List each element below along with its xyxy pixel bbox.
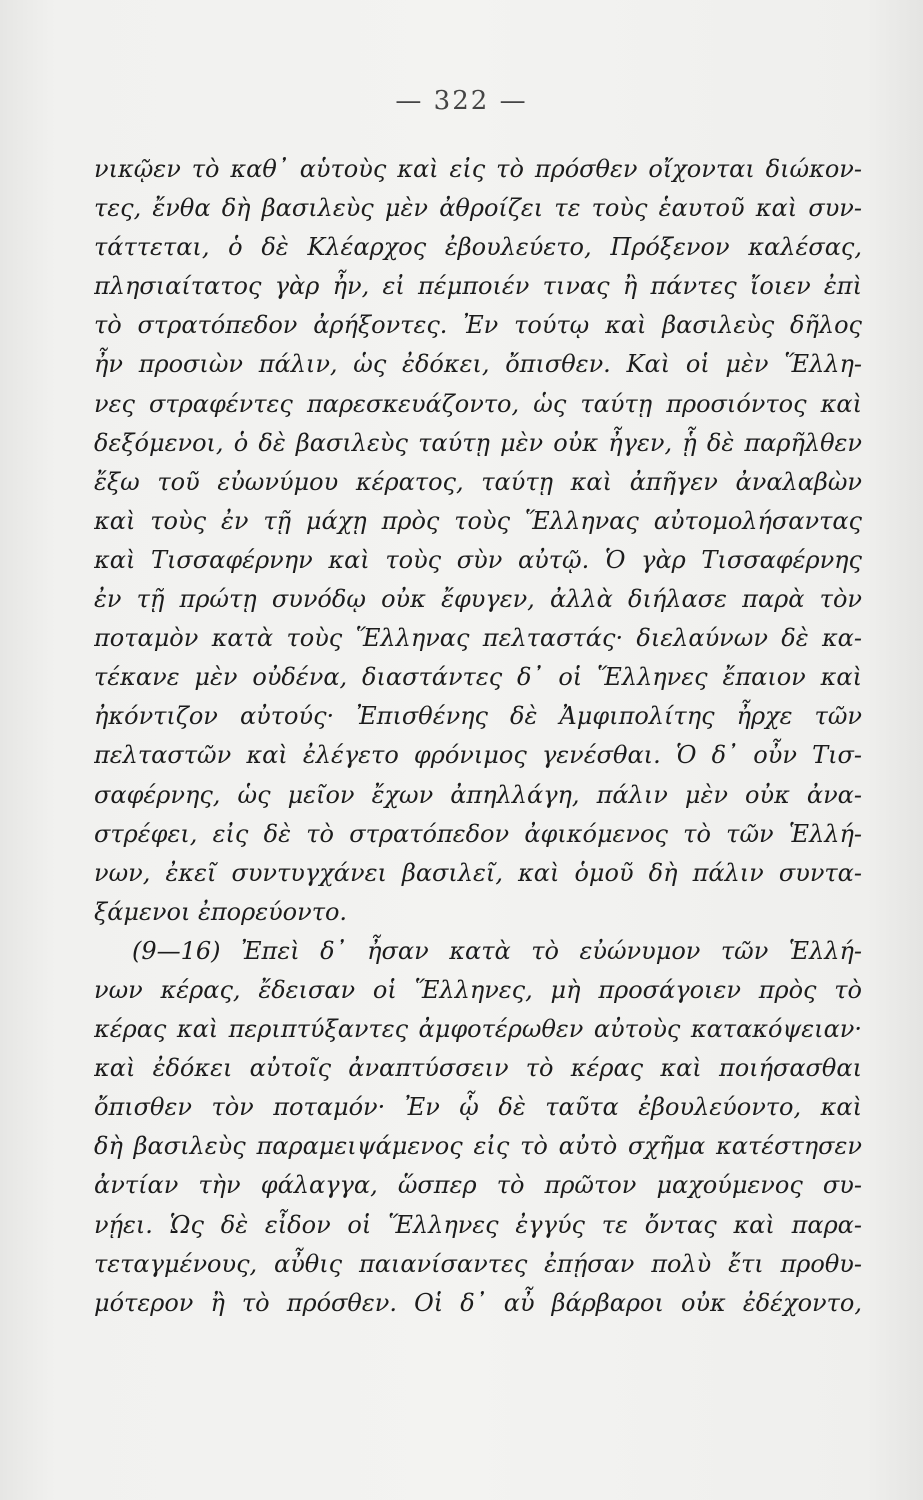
text-line: δὴ βασιλεὺς παραμειψάμενος εἰς τὸ αὐτὸ σχῆμα κατέστησεν [94, 1132, 862, 1161]
text-line: τεταγμένους, αὖθις παιανίσαντες ἐπῄσαν πολὺ ἔτι προθυ- [94, 1249, 862, 1278]
text-line: καὶ ἐδόκει αὐτοῖς ἀναπτύσσειν τὸ κέρας καὶ ποιήσασθαι [94, 1054, 862, 1083]
text-line: καὶ τοὺς ἐν τῇ μάχῃ πρὸς τοὺς Ἕλληνας αὐτομολήσαντας [94, 506, 862, 535]
section-start-line: (9—16) Ἐπεὶ δ᾽ ἦσαν κατὰ τὸ εὐώνυμον τῶν Ἑλλή- [132, 936, 862, 965]
text-line: δεξόμενοι, ὁ δὲ βασιλεὺς ταύτῃ μὲν οὐκ ἦγεν, ᾗ δὲ παρῆλθεν [94, 428, 862, 457]
text-line: μότερον ἢ τὸ πρόσθεν. Οἱ δ᾽ αὖ βάρβαροι οὐκ ἐδέχοντο, [94, 1288, 862, 1317]
paragraph-last-line: ξάμενοι ἐπορεύοντο. [94, 897, 348, 926]
text-line: ἐν τῇ πρώτῃ συνόδῳ οὐκ ἔφυγεν, ἀλλὰ διήλασε παρὰ τὸν [94, 585, 862, 614]
text-line: νικῷεν τὸ καθ᾽ αὑτοὺς καὶ εἰς τὸ πρόσθεν οἴχονται διώκον- [94, 155, 862, 183]
text-line: καὶ Τισσαφέρνην καὶ τοὺς σὺν αὐτῷ. Ὁ γὰρ Τισσαφέρνης [94, 545, 862, 574]
body-text [94, 150, 862, 1323]
text-line: νων, ἐκεῖ συντυγχάνει βασιλεῖ, καὶ ὁμοῦ δὴ πάλιν συντα- [94, 858, 862, 887]
text-line: τάττεται, ὁ δὲ Κλέαρχος ἐβουλεύετο, Πρόξενον καλέσας, [94, 233, 862, 262]
text-line: τες, ἔνθα δὴ βασιλεὺς μὲν ἀθροίζει τε τοὺς ἑαυτοῦ καὶ συν- [94, 194, 862, 223]
text-line: νες στραφέντες παρεσκευάζοντο, ὡς ταύτῃ προσιόντος καὶ [94, 389, 862, 418]
text-line: ἦν προσιὼν πάλιν, ὡς ἐδόκει, ὄπισθεν. Καὶ οἱ μὲν Ἕλλη- [94, 350, 862, 379]
text-line: ὄπισθεν τὸν ποταμόν· Ἐν ᾧ δὲ ταῦτα ἐβουλεύοντο, καὶ [94, 1093, 862, 1122]
text-line: σαφέρνης, ὡς μεῖον ἔχων ἀπηλλάγη, πάλιν μὲν οὐκ ἀνα- [94, 780, 862, 809]
text-line: πελταστῶν καὶ ἐλέγετο φρόνιμος γενέσθαι. Ὁ δ᾽ οὖν Τισ- [94, 741, 862, 770]
text-line: πλησιαίτατος γὰρ ἦν, εἰ πέμποιέν τινας ἢ πάντες ἴοιεν ἐπὶ [94, 272, 862, 301]
text-line: νῄει. Ὡς δὲ εἶδον οἱ Ἕλληνες ἐγγύς τε ὄντας καὶ παρα- [94, 1210, 862, 1239]
text-line: τέκανε μὲν οὐδένα, διαστάντες δ᾽ οἱ Ἕλληνες ἔπαιον καὶ [94, 663, 862, 692]
text-line: τὸ στρατόπεδον ἀρήξοντες. Ἐν τούτῳ καὶ βασιλεὺς δῆλος [94, 311, 862, 340]
text-line: νων κέρας, ἔδεισαν οἱ Ἕλληνες, μὴ προσάγοιεν πρὸς τὸ [94, 975, 862, 1004]
text-line: ποταμὸν κατὰ τοὺς Ἕλληνας πελταστάς· διελαύνων δὲ κα- [94, 624, 862, 653]
text-line: στρέφει, εἰς δὲ τὸ στρατόπεδον ἀφικόμενος τὸ τῶν Ἑλλή- [94, 819, 862, 848]
page-number: — 322 — [395, 86, 528, 116]
text-line: κέρας καὶ περιπτύξαντες ἀμφοτέρωθεν αὐτοὺς κατακόψειαν· [94, 1015, 862, 1044]
text-line: ἠκόντιζον αὐτούς· Ἐπισθένης δὲ Ἀμφιπολίτης ἦρχε τῶν [94, 702, 862, 731]
text-line: ἀντίαν τὴν φάλαγγα, ὥσπερ τὸ πρῶτον μαχούμενος συ- [94, 1171, 862, 1200]
text-line: ἔξω τοῦ εὐωνύμου κέρατος, ταύτῃ καὶ ἀπῆγεν ἀναλαβὼν [94, 467, 862, 496]
